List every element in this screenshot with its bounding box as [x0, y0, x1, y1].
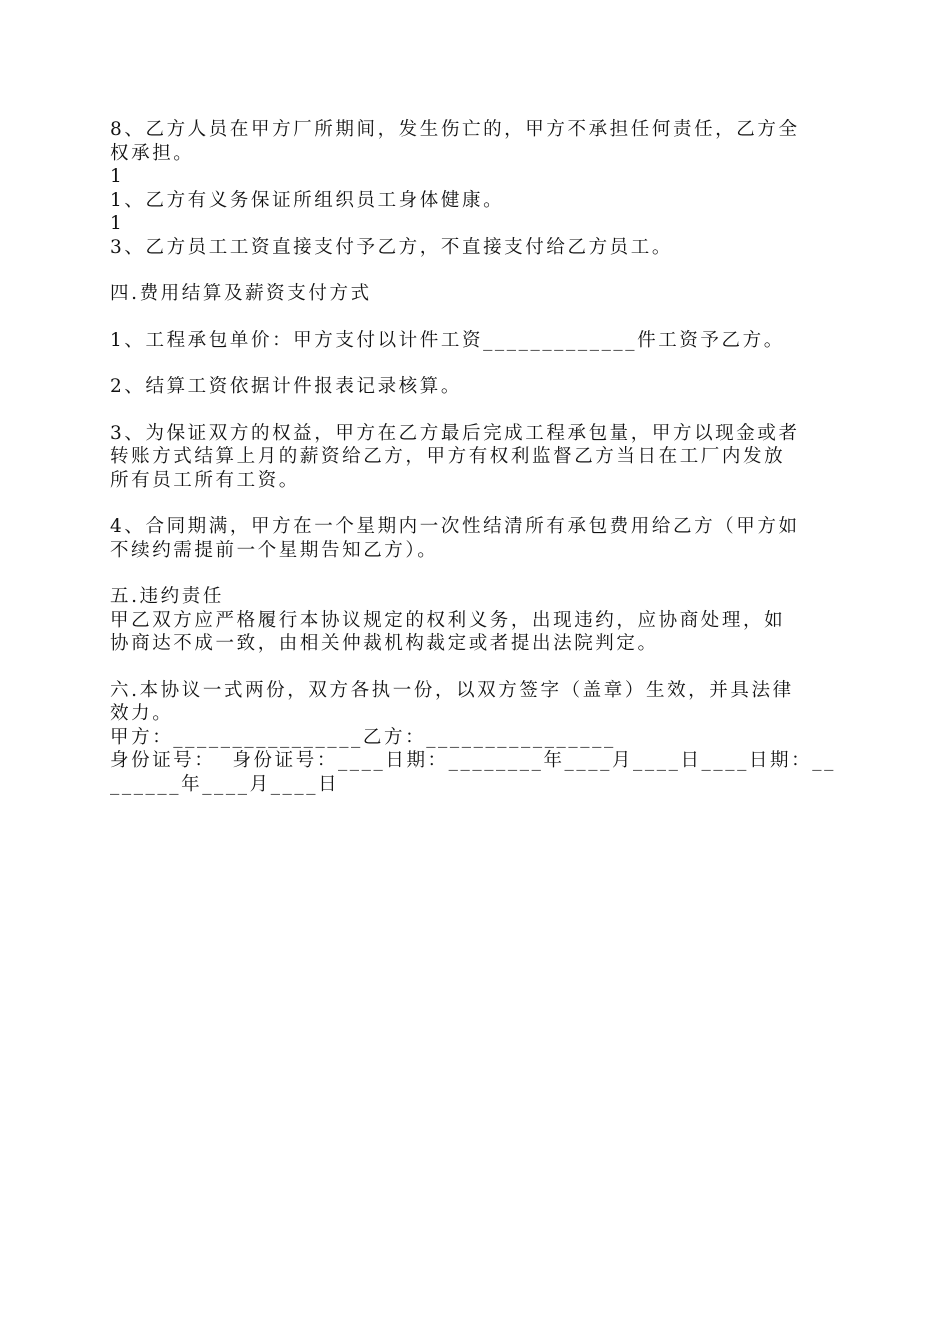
section-4-item-1: 1、工程承包单价：甲方支付以计件工资_____________件工资予乙方。	[110, 329, 785, 351]
signature-id-date-line-1: 身份证号： 身份证号：____日期：________年____月____日____日期：__	[110, 750, 836, 771]
signature-id-date-line-2: ______年____月____日	[110, 773, 340, 795]
contract-page	[110, 118, 840, 796]
section-5-title: 五.违约责任	[110, 586, 224, 607]
section-4-item-3-line-1: 3、为保证双方的权益，甲方在乙方最后完成工程承包量，甲方以现金或者	[110, 422, 800, 444]
marker-b: 1	[110, 213, 125, 234]
clause-8-line-1: 8、乙方人员在甲方厂所期间，发生伤亡的，甲方不承担任何责任，乙方全	[110, 119, 800, 140]
section-5-line-1: 甲乙双方应严格履行本协议规定的权利义务，出现违约，应协商处理，如	[110, 609, 786, 631]
section-4-title: 四.费用结算及薪资支付方式	[110, 283, 372, 304]
section-6-line-2: 效力。	[110, 703, 174, 724]
section-6-line-1: 六.本协议一式两份，双方各执一份，以双方签字（盖章）生效，并具法律	[110, 679, 794, 701]
clause-8-line-2: 权承担。	[110, 142, 195, 164]
section-4-item-2: 2、结算工资依据计件报表记录核算。	[110, 376, 462, 397]
section-5-line-2: 协商达不成一致，由相关仲裁机构裁定或者提出法院判定。	[110, 633, 659, 654]
signature-parties: 甲方：________________乙方：________________	[110, 726, 616, 748]
section-4-item-4-line-1: 4、合同期满，甲方在一个星期内一次性结清所有承包费用给乙方（甲方如	[110, 516, 800, 537]
marker-a: 1	[110, 166, 125, 187]
section-4-item-3-line-3: 所有员工所有工资。	[110, 469, 300, 491]
section-4-item-4-line-2: 不续约需提前一个星期告知乙方）。	[110, 539, 439, 561]
item-3: 3、乙方员工工资直接支付予乙方，不直接支付给乙方员工。	[110, 236, 673, 258]
item-1: 1、乙方有义务保证所组织员工身体健康。	[110, 189, 505, 211]
section-4-item-3-line-2: 转账方式结算上月的薪资给乙方，甲方有权利监督乙方当日在工厂内发放	[110, 446, 786, 467]
